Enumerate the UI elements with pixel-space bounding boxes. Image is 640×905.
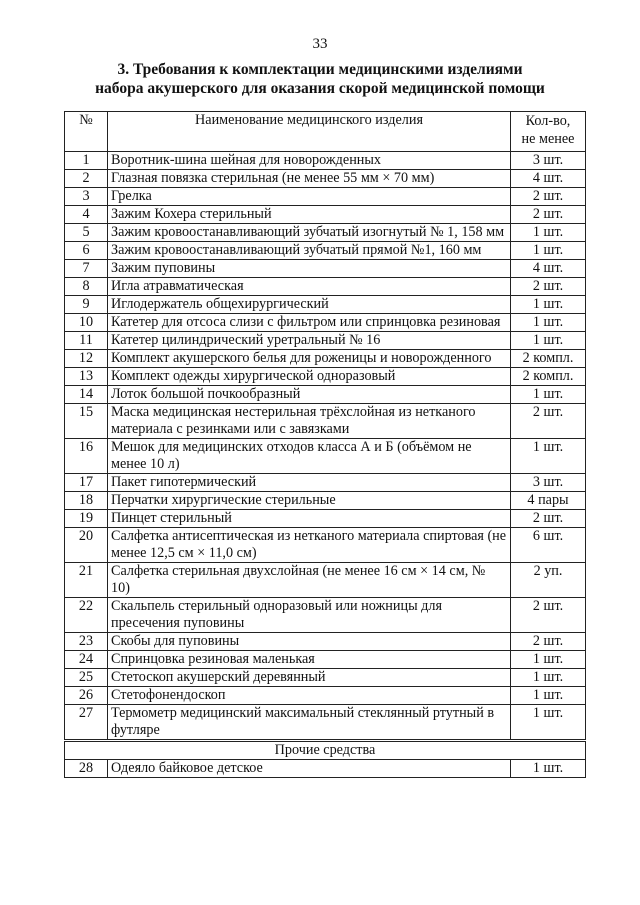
item-name: Стетофонендоскоп <box>108 687 511 705</box>
table-row <box>65 314 586 332</box>
row-number: 8 <box>65 278 108 296</box>
table-row <box>65 439 586 474</box>
table-row <box>65 152 586 170</box>
section-title: Прочие средства <box>65 741 586 760</box>
item-name: Зажим кровоостанавливающий зубчатый изогнутый № 1, 158 мм <box>108 224 511 242</box>
row-number: 6 <box>65 242 108 260</box>
item-quantity: 2 шт. <box>511 188 586 206</box>
item-quantity: 2 шт. <box>511 404 586 439</box>
item-quantity: 1 шт. <box>511 760 586 778</box>
item-quantity: 1 шт. <box>511 669 586 687</box>
item-quantity: 1 шт. <box>511 705 586 741</box>
table-row <box>65 705 586 741</box>
item-name: Зажим Кохера стерильный <box>108 206 511 224</box>
table-row <box>65 386 586 404</box>
document-title <box>0 60 640 98</box>
item-name: Комплект акушерского белья для роженицы и новорожденного <box>108 350 511 368</box>
item-quantity: 3 шт. <box>511 474 586 492</box>
item-quantity: 4 шт. <box>511 260 586 278</box>
item-quantity: 2 уп. <box>511 563 586 598</box>
table-row <box>65 404 586 439</box>
item-quantity: 2 компл. <box>511 350 586 368</box>
table-row <box>65 278 586 296</box>
row-number: 23 <box>65 633 108 651</box>
item-quantity: 2 шт. <box>511 278 586 296</box>
row-number: 28 <box>65 760 108 778</box>
item-name: Катетер для отсоса слизи с фильтром или спринцовка резиновая <box>108 314 511 332</box>
table-row <box>65 188 586 206</box>
page-number: 33 <box>312 36 328 52</box>
table-row <box>65 651 586 669</box>
row-number: 2 <box>65 170 108 188</box>
row-number: 14 <box>65 386 108 404</box>
row-number: 24 <box>65 651 108 669</box>
table-row <box>65 350 586 368</box>
item-quantity: 2 шт. <box>511 598 586 633</box>
row-number: 4 <box>65 206 108 224</box>
row-number: 12 <box>65 350 108 368</box>
item-quantity: 1 шт. <box>511 332 586 350</box>
item-quantity: 2 шт. <box>511 633 586 651</box>
item-name: Одеяло байковое детское <box>108 760 511 778</box>
section-header-row <box>65 741 586 760</box>
item-name: Пинцет стерильный <box>108 510 511 528</box>
row-number: 16 <box>65 439 108 474</box>
equipment-table <box>64 111 586 778</box>
section-body <box>65 741 586 760</box>
item-quantity: 1 шт. <box>511 386 586 404</box>
row-number: 22 <box>65 598 108 633</box>
section-rows <box>65 760 586 778</box>
item-quantity: 1 шт. <box>511 439 586 474</box>
title-line-1: 3. Требования к комплектации медицинскими изделиями <box>117 61 523 78</box>
table-row <box>65 669 586 687</box>
row-number: 10 <box>65 314 108 332</box>
row-number: 15 <box>65 404 108 439</box>
item-quantity: 1 шт. <box>511 242 586 260</box>
item-name: Стетоскоп акушерский деревянный <box>108 669 511 687</box>
item-name: Спринцовка резиновая маленькая <box>108 651 511 669</box>
table-row <box>65 296 586 314</box>
item-name: Скобы для пуповины <box>108 633 511 651</box>
row-number: 7 <box>65 260 108 278</box>
item-name: Маска медицинская нестерильная трёхслойная из нетканого материала с резинками или с завязками <box>108 404 511 439</box>
item-name: Мешок для медицинских отходов класса А и Б (объёмом не менее 10 л) <box>108 439 511 474</box>
item-quantity: 1 шт. <box>511 296 586 314</box>
table-row <box>65 633 586 651</box>
item-name: Пакет гипотермический <box>108 474 511 492</box>
row-number: 1 <box>65 152 108 170</box>
table-row <box>65 206 586 224</box>
item-quantity: 1 шт. <box>511 687 586 705</box>
item-name: Глазная повязка стерильная (не менее 55 мм × 70 мм) <box>108 170 511 188</box>
item-quantity: 4 пары <box>511 492 586 510</box>
row-number: 17 <box>65 474 108 492</box>
table-row <box>65 332 586 350</box>
table-row <box>65 528 586 563</box>
row-number: 20 <box>65 528 108 563</box>
item-quantity: 1 шт. <box>511 314 586 332</box>
item-name: Скальпель стерильный одноразовый или ножницы для пресечения пуповины <box>108 598 511 633</box>
table-row <box>65 598 586 633</box>
item-name: Зажим пуповины <box>108 260 511 278</box>
row-number: 27 <box>65 705 108 741</box>
item-quantity: 4 шт. <box>511 170 586 188</box>
item-name: Салфетка стерильная двухслойная (не менее 16 см × 14 см, № 10) <box>108 563 511 598</box>
table-row <box>65 368 586 386</box>
item-name: Перчатки хирургические стерильные <box>108 492 511 510</box>
item-name: Комплект одежды хирургической одноразовый <box>108 368 511 386</box>
header-quantity-line-1: Кол-во, <box>525 113 571 129</box>
table-row <box>65 687 586 705</box>
item-quantity: 1 шт. <box>511 224 586 242</box>
item-name: Иглодержатель общехирургический <box>108 296 511 314</box>
item-quantity: 6 шт. <box>511 528 586 563</box>
row-number: 5 <box>65 224 108 242</box>
item-name: Лоток большой почкообразный <box>108 386 511 404</box>
table-row <box>65 510 586 528</box>
item-quantity: 2 компл. <box>511 368 586 386</box>
header-number: № <box>65 112 108 152</box>
row-number: 18 <box>65 492 108 510</box>
table-row <box>65 563 586 598</box>
row-number: 19 <box>65 510 108 528</box>
item-quantity: 1 шт. <box>511 651 586 669</box>
row-number: 26 <box>65 687 108 705</box>
item-quantity: 2 шт. <box>511 206 586 224</box>
table-row <box>65 760 586 778</box>
item-quantity: 2 шт. <box>511 510 586 528</box>
item-name: Зажим кровоостанавливающий зубчатый прямой №1, 160 мм <box>108 242 511 260</box>
item-name: Салфетка антисептическая из нетканого материала спиртовая (не менее 12,5 см × 11,0 см) <box>108 528 511 563</box>
row-number: 13 <box>65 368 108 386</box>
table-body <box>65 152 586 741</box>
row-number: 3 <box>65 188 108 206</box>
row-number: 25 <box>65 669 108 687</box>
row-number: 9 <box>65 296 108 314</box>
header-quantity <box>511 112 586 152</box>
item-name: Игла атравматическая <box>108 278 511 296</box>
item-name: Катетер цилиндрический уретральный № 16 <box>108 332 511 350</box>
item-name: Воротник-шина шейная для новорожденных <box>108 152 511 170</box>
item-name: Термометр медицинский максимальный стеклянный ртутный в футляре <box>108 705 511 741</box>
table-row <box>65 492 586 510</box>
title-line-2: набора акушерского для оказания скорой медицинской помощи <box>95 80 545 97</box>
item-name: Грелка <box>108 188 511 206</box>
table-row <box>65 170 586 188</box>
table-row <box>65 242 586 260</box>
table-row <box>65 260 586 278</box>
table-row <box>65 474 586 492</box>
row-number: 11 <box>65 332 108 350</box>
row-number: 21 <box>65 563 108 598</box>
header-quantity-line-2: не менее <box>521 131 575 147</box>
item-quantity: 3 шт. <box>511 152 586 170</box>
header-item-name: Наименование медицинского изделия <box>108 112 511 152</box>
table-row <box>65 224 586 242</box>
table-header-row <box>65 112 586 152</box>
